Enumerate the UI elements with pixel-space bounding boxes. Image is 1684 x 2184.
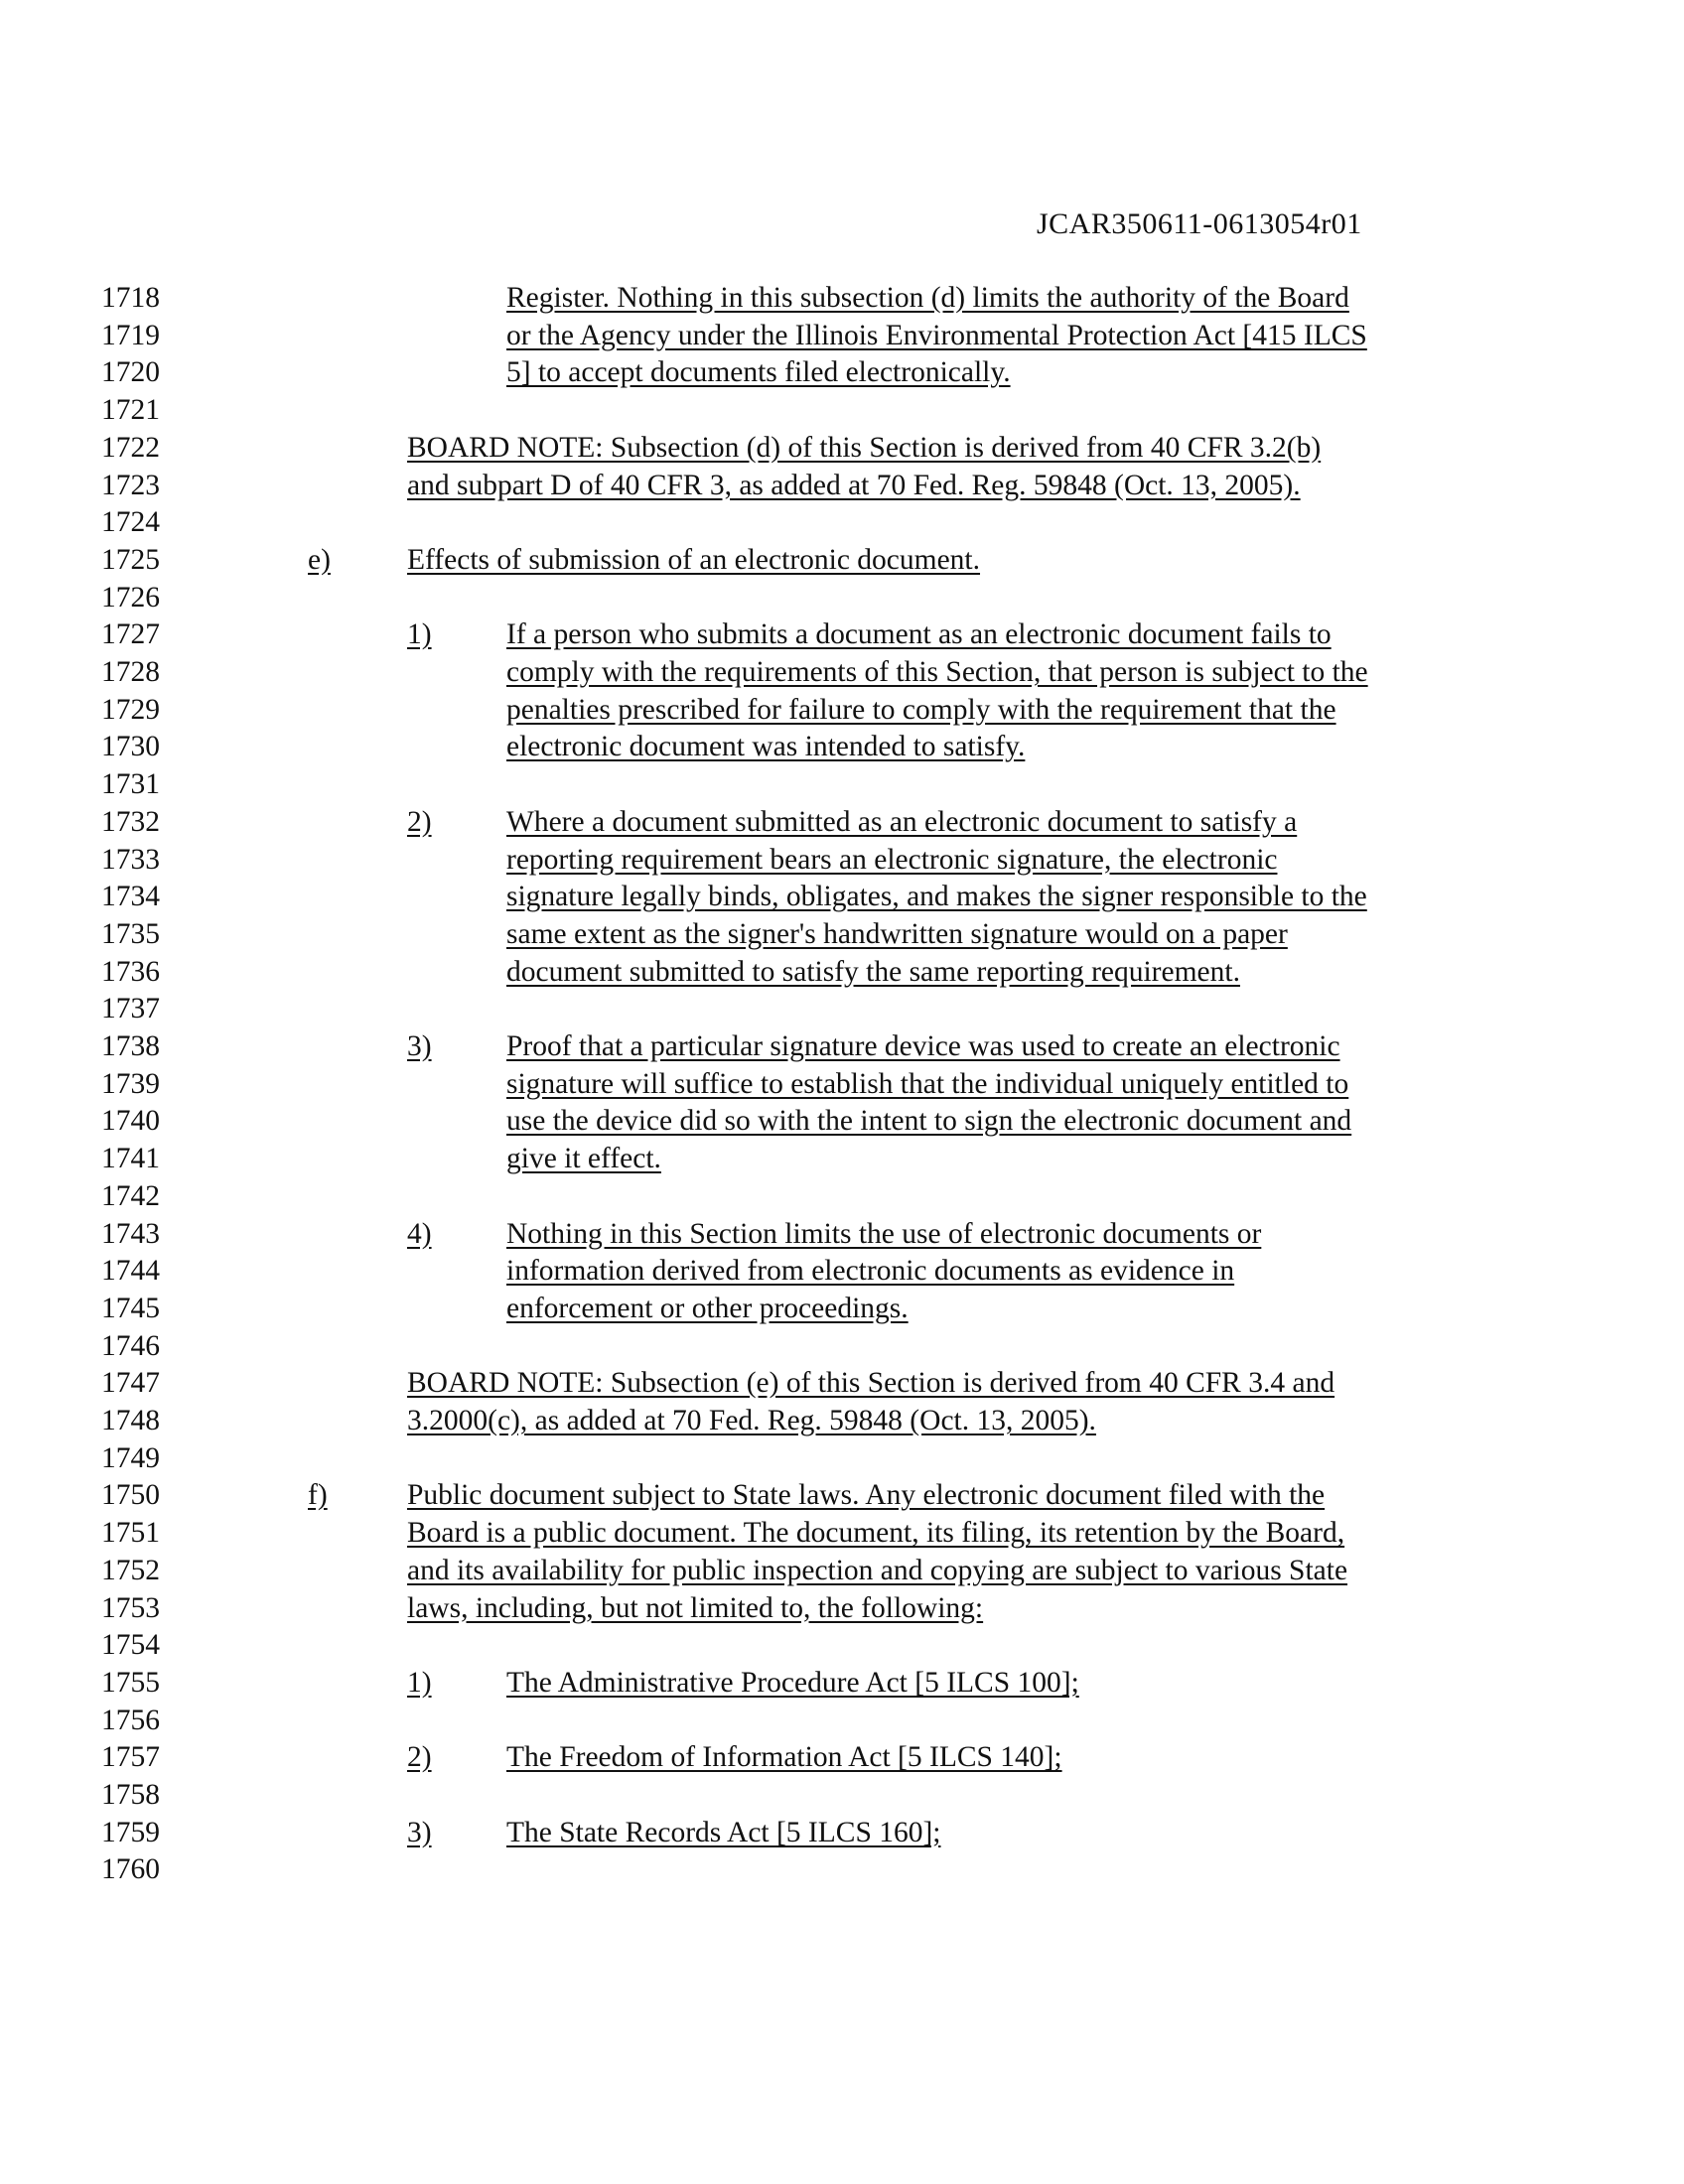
subsection-label: e) (308, 543, 331, 576)
line-1741 (0, 1141, 1684, 1178)
line-text: information derived from electronic documents as evidence in (506, 1255, 1235, 1288)
item-label: 3) (407, 1816, 432, 1848)
line-1758 (0, 1777, 1684, 1815)
line-number: 1739 (101, 1067, 160, 1100)
line-number: 1720 (101, 356, 160, 389)
line-number: 1729 (101, 693, 160, 726)
item-label: 1) (407, 618, 432, 651)
line-1719 (0, 318, 1684, 355)
line-text: enforcement or other proceedings. (506, 1292, 909, 1324)
line-1720 (0, 354, 1684, 392)
line-number: 1745 (101, 1292, 160, 1324)
board-note-text: and subpart D of 40 CFR 3, as added at 70 Fed. Reg. 59848 (Oct. 13, 2005). (407, 469, 1301, 501)
item-label: 3) (407, 1030, 432, 1062)
line-1751 (0, 1515, 1684, 1553)
item-label: 2) (407, 1741, 432, 1774)
line-number: 1724 (101, 506, 160, 539)
subsection-heading: Effects of submission of an electronic document. (407, 543, 981, 576)
line-text: penalties prescribed for failure to comply with the requirement that the (506, 693, 1336, 726)
line-1738 (0, 1028, 1684, 1066)
line-text: give it effect. (506, 1143, 661, 1175)
line-1742 (0, 1178, 1684, 1216)
line-number: 1750 (101, 1479, 160, 1512)
line-number: 1759 (101, 1816, 160, 1848)
line-1724 (0, 504, 1684, 542)
line-text: or the Agency under the Illinois Environmental Protection Act [415 ILCS (506, 319, 1367, 351)
line-number: 1751 (101, 1517, 160, 1550)
line-text: Nothing in this Section limits the use of electronic documents or (506, 1217, 1262, 1250)
item-label: 4) (407, 1217, 432, 1250)
line-text: Register. Nothing in this subsection (d) limits the authority of the Board (506, 282, 1349, 314)
line-1722 (0, 430, 1684, 468)
line-number: 1755 (101, 1666, 160, 1699)
line-1755 (0, 1665, 1684, 1703)
line-text: The Freedom of Information Act [5 ILCS 140]; (506, 1741, 1062, 1774)
line-number: 1731 (101, 768, 160, 801)
line-1734 (0, 879, 1684, 916)
line-text: document submitted to satisfy the same reporting requirement. (506, 955, 1240, 988)
line-1746 (0, 1328, 1684, 1366)
line-number: 1747 (101, 1367, 160, 1400)
line-1727 (0, 616, 1684, 654)
line-1733 (0, 842, 1684, 880)
line-text: Where a document submitted as an electronic document to satisfy a (506, 805, 1298, 838)
line-number: 1723 (101, 469, 160, 501)
line-number: 1735 (101, 917, 160, 950)
line-1725 (0, 542, 1684, 580)
line-1752 (0, 1553, 1684, 1590)
line-1736 (0, 954, 1684, 992)
board-note-text: 3.2000(c), as added at 70 Fed. Reg. 59848 (Oct. 13, 2005). (407, 1405, 1096, 1436)
line-1732 (0, 804, 1684, 842)
line-1718 (0, 280, 1684, 318)
line-number: 1742 (101, 1179, 160, 1212)
line-text: electronic document was intended to satisfy. (506, 731, 1026, 763)
line-text: signature will suffice to establish that the individual uniquely entitled to (506, 1067, 1349, 1100)
line-1749 (0, 1440, 1684, 1478)
line-1721 (0, 392, 1684, 430)
line-text: The Administrative Procedure Act [5 ILCS 100]; (506, 1666, 1079, 1699)
board-note-text: BOARD NOTE: Subsection (d) of this Section is derived from 40 CFR 3.2(b) (407, 431, 1322, 464)
line-1737 (0, 991, 1684, 1028)
line-1743 (0, 1216, 1684, 1254)
line-text: Proof that a particular signature device was used to create an electronic (506, 1030, 1340, 1062)
line-number: 1754 (101, 1629, 160, 1662)
subsection-label: f) (308, 1479, 328, 1512)
line-number: 1741 (101, 1143, 160, 1175)
line-number: 1744 (101, 1255, 160, 1288)
item-label: 2) (407, 805, 432, 838)
line-number: 1732 (101, 805, 160, 838)
line-1748 (0, 1403, 1684, 1440)
line-number: 1743 (101, 1217, 160, 1250)
document-id: JCAR350611-0613054r01 (1037, 207, 1362, 240)
line-1757 (0, 1739, 1684, 1777)
line-text: same extent as the signer's handwritten signature would on a paper (506, 917, 1288, 950)
line-1754 (0, 1627, 1684, 1665)
line-number: 1734 (101, 881, 160, 913)
line-1756 (0, 1703, 1684, 1740)
line-number: 1727 (101, 618, 160, 651)
line-number: 1718 (101, 282, 160, 314)
line-1728 (0, 654, 1684, 692)
line-number: 1726 (101, 581, 160, 614)
line-number: 1748 (101, 1405, 160, 1436)
line-1740 (0, 1103, 1684, 1141)
line-1745 (0, 1291, 1684, 1328)
line-number: 1752 (101, 1554, 160, 1586)
line-number: 1760 (101, 1853, 160, 1886)
line-1753 (0, 1590, 1684, 1628)
line-number: 1719 (101, 319, 160, 351)
line-number: 1738 (101, 1030, 160, 1062)
line-number: 1733 (101, 843, 160, 876)
line-1760 (0, 1851, 1684, 1889)
line-number: 1757 (101, 1741, 160, 1774)
line-text: laws, including, but not limited to, the following: (407, 1591, 984, 1624)
line-text: Board is a public document. The document, its filing, its retention by the Board, (407, 1517, 1345, 1550)
line-number: 1758 (101, 1779, 160, 1811)
line-1759 (0, 1815, 1684, 1852)
line-text: If a person who submits a document as an electronic document fails to (506, 618, 1332, 651)
line-number: 1722 (101, 431, 160, 464)
line-number: 1756 (101, 1704, 160, 1736)
line-number: 1721 (101, 394, 160, 427)
line-number: 1736 (101, 955, 160, 988)
line-1726 (0, 580, 1684, 617)
line-text: 5] to accept documents filed electronically. (506, 356, 1011, 389)
line-1729 (0, 692, 1684, 730)
line-number: 1746 (101, 1329, 160, 1362)
item-label: 1) (407, 1666, 432, 1699)
line-text: Public document subject to State laws. Any electronic document filed with the (407, 1479, 1326, 1512)
line-number: 1730 (101, 731, 160, 763)
board-note-text: BOARD NOTE: Subsection (e) of this Section is derived from 40 CFR 3.4 and (407, 1367, 1335, 1400)
line-number: 1740 (101, 1105, 160, 1138)
line-1744 (0, 1253, 1684, 1291)
line-text: signature legally binds, obligates, and makes the signer responsible to the (506, 881, 1367, 913)
line-1750 (0, 1477, 1684, 1515)
line-text: comply with the requirements of this Section, that person is subject to the (506, 656, 1368, 688)
line-text: The State Records Act [5 ILCS 160]; (506, 1816, 941, 1848)
line-number: 1725 (101, 543, 160, 576)
line-1735 (0, 916, 1684, 954)
line-1723 (0, 468, 1684, 505)
line-1747 (0, 1365, 1684, 1403)
line-number: 1749 (101, 1441, 160, 1474)
line-number: 1753 (101, 1591, 160, 1624)
line-text: use the device did so with the intent to sign the electronic document and (506, 1105, 1352, 1138)
line-1731 (0, 766, 1684, 804)
line-number: 1728 (101, 656, 160, 688)
line-text: reporting requirement bears an electronic signature, the electronic (506, 843, 1278, 876)
line-number: 1737 (101, 993, 160, 1025)
line-1739 (0, 1066, 1684, 1104)
line-text: and its availability for public inspection and copying are subject to various State (407, 1554, 1348, 1586)
line-1730 (0, 729, 1684, 766)
